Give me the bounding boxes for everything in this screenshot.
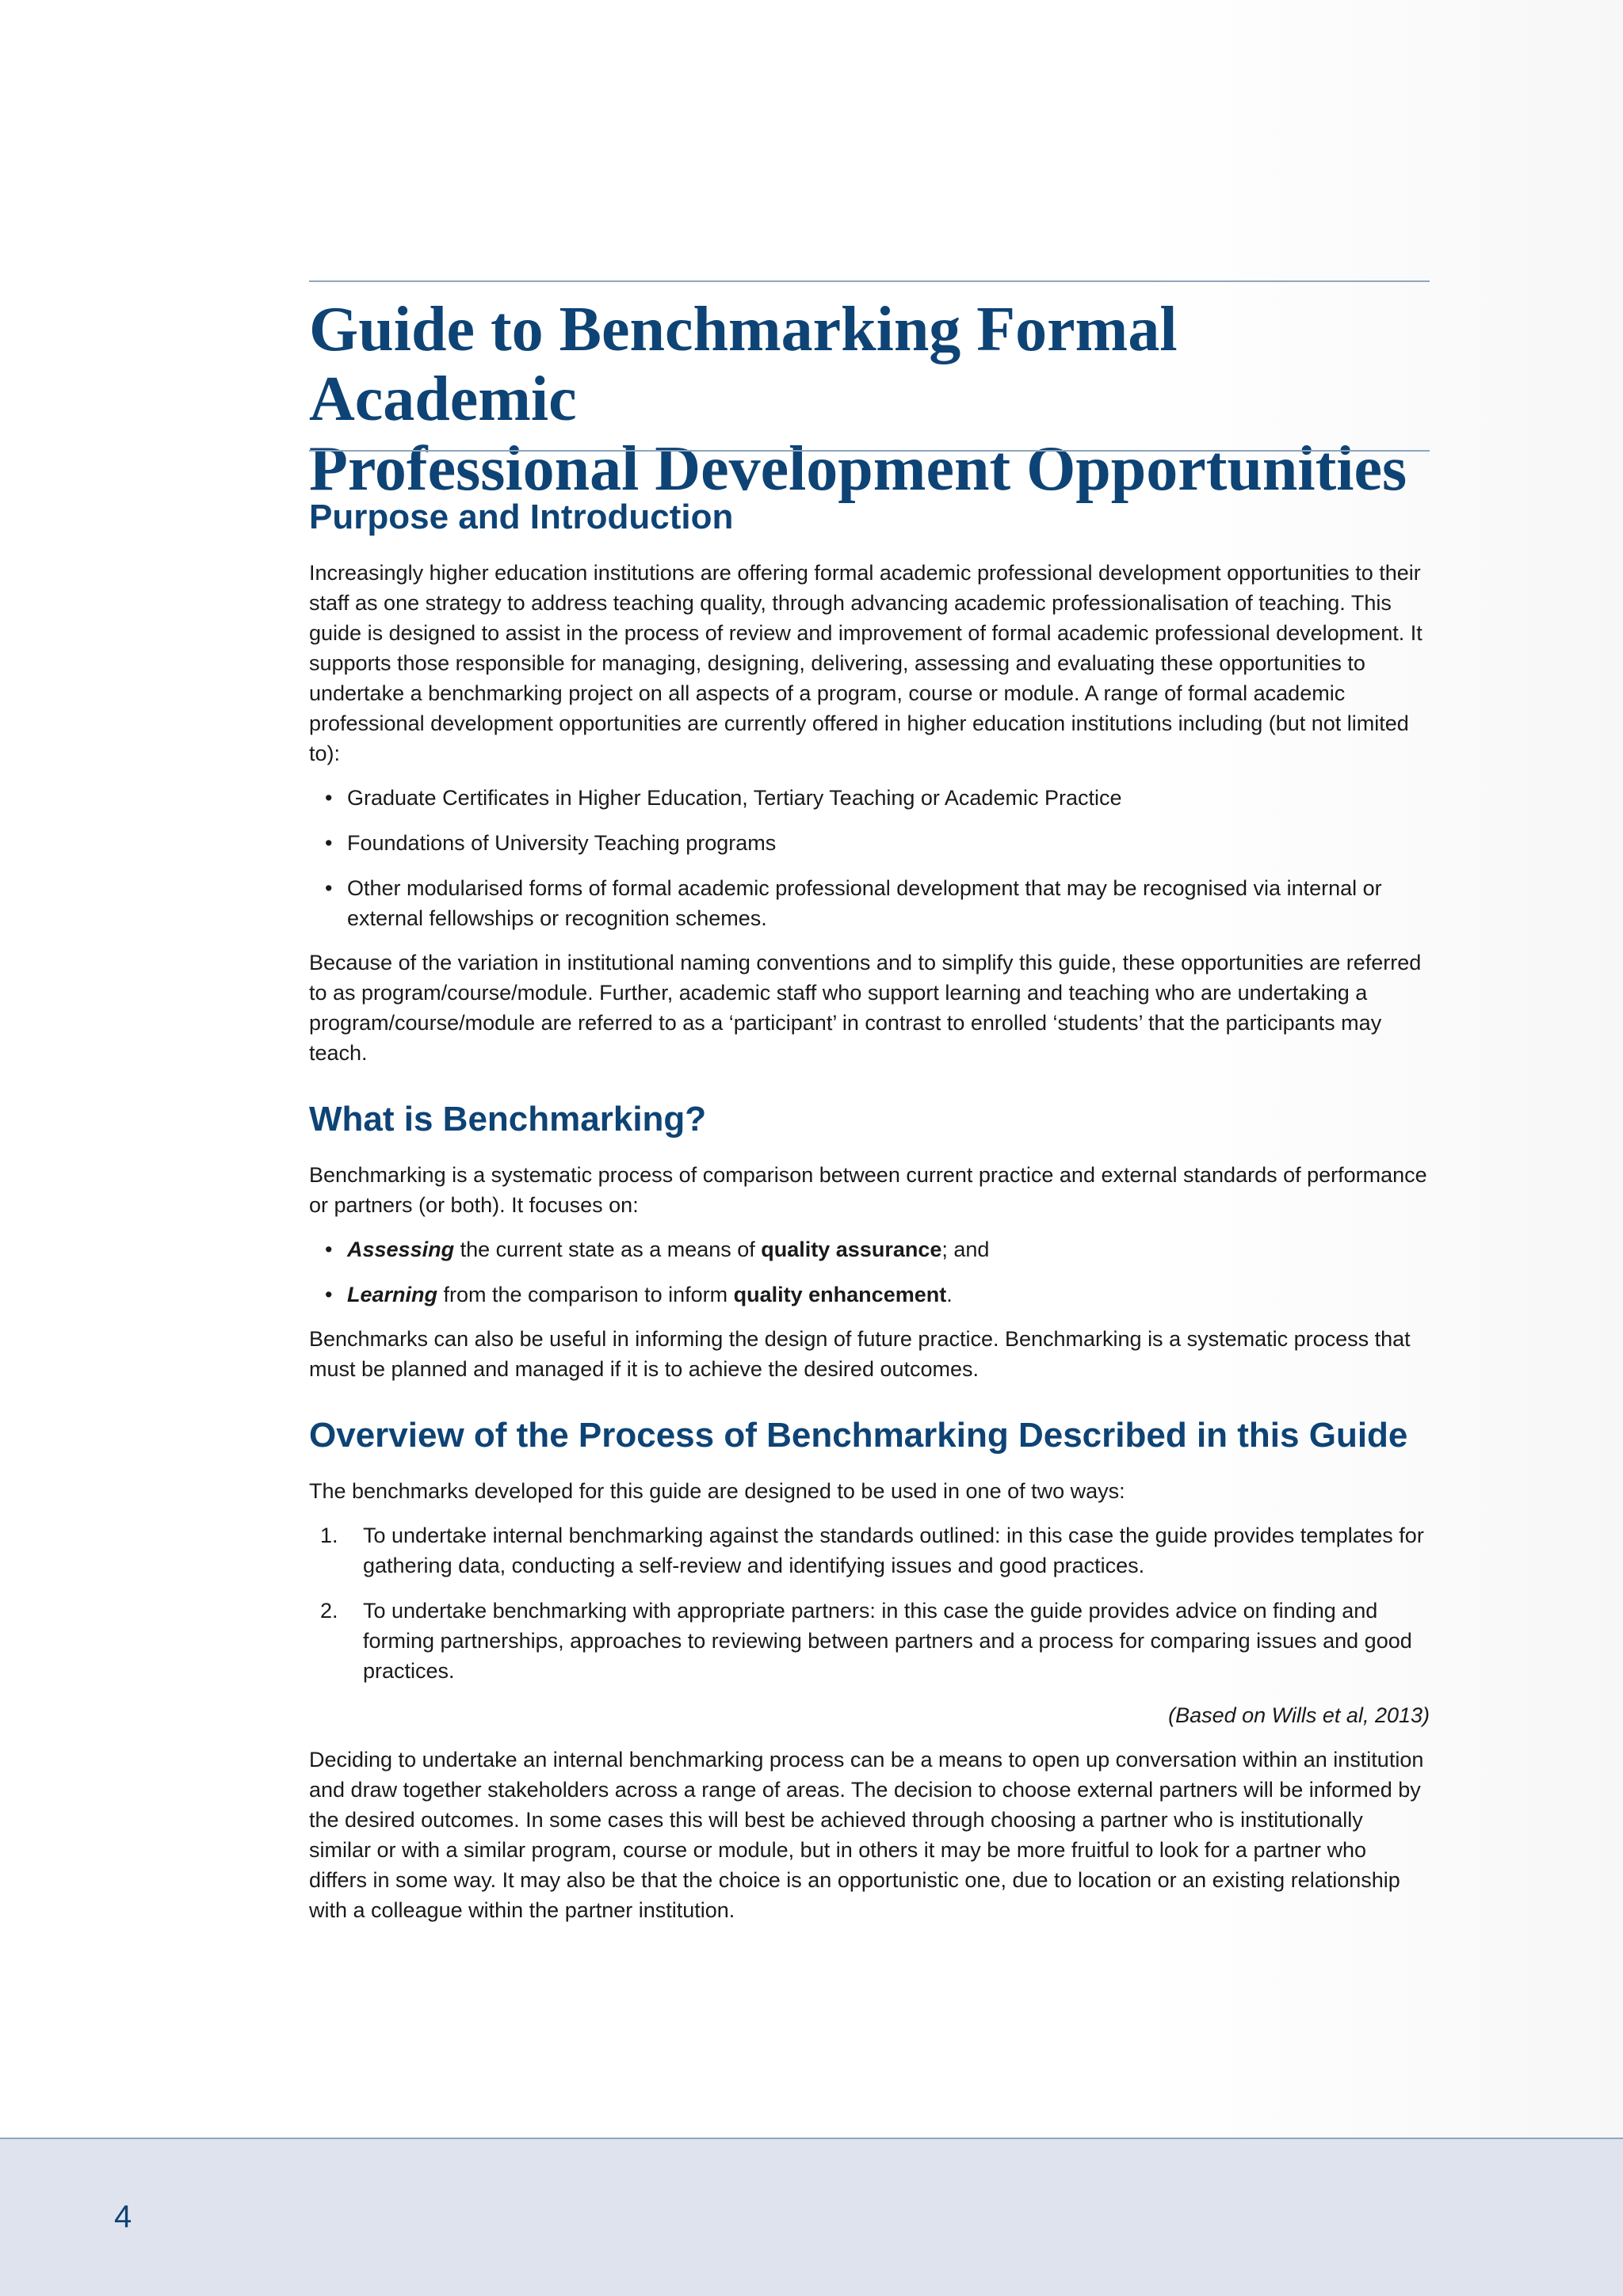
list-item: 2. To undertake benchmarking with appropriate partners: in this case the guide provides advice on finding and forming partnerships, approaches to reviewing between partners and a process for comparing issues and good practices. [320, 1599, 1412, 1683]
citation: (Based on Wills et al, 2013) [1168, 1703, 1430, 1727]
what-is-bullet-list [309, 1234, 1430, 1310]
bullet-icon: • [325, 876, 333, 900]
document-body [309, 491, 1430, 1925]
title-bottom-rule [309, 450, 1430, 452]
purpose-paragraph-2: Because of the variation in institutional naming conventions and to simplify this guide, these opportunities are referred to as program/course/module. Further, academic staff who support learning and teaching who are undertaking a program/course/module are referred to as a ‘participant’ in contrast to enrolled ‘students’ that the participants may teach. [309, 951, 1422, 1065]
bullet-icon: • [325, 1238, 333, 1261]
overview-paragraph-1: The benchmarks developed for this guide are designed to be used in one of two ways: [309, 1479, 1125, 1503]
section-purpose [309, 491, 1430, 1068]
section-heading-what-is: What is Benchmarking? [309, 1100, 707, 1138]
purpose-bullet-list [309, 783, 1430, 933]
bullet-icon: • [325, 1283, 333, 1306]
section-overview [309, 1409, 1430, 1925]
page-number: 4 [114, 2199, 132, 2234]
list-item: • Assessing the current state as a means of quality assurance; and [309, 1234, 1430, 1264]
overview-numbered-list [309, 1520, 1430, 1686]
list-item: • Foundations of University Teaching programs [309, 828, 1430, 858]
document-title-line-1: Guide to Benchmarking Formal Academic [309, 295, 1178, 434]
list-item: 1. To undertake internal benchmarking against the standards outlined: in this case the guide provides templates for gathering data, conducting a self-review and identifying issues and good practices. [320, 1524, 1424, 1577]
page-footer [0, 2138, 1623, 2296]
what-is-paragraph-1: Benchmarking is a systematic process of comparison between current practice and external standards of performance or partners (or both). It focuses on: [309, 1163, 1427, 1217]
section-heading-overview: Overview of the Process of Benchmarking Described in this Guide [309, 1416, 1408, 1455]
section-heading-purpose: Purpose and Introduction [309, 498, 734, 536]
title-top-rule [309, 280, 1430, 282]
purpose-paragraph-1: Increasingly higher education institutions are offering formal academic professional development opportunities to their staff as one strategy to address teaching quality, through advancing academic professionalisation of teaching. This guide is designed to assist in the process of review and improvement of formal academic professional development. It supports those responsible for managing, designing, delivering, assessing and evaluating these opportunities to undertake a benchmarking project on all aspects of a program, course or module. A range of formal academic professional development opportunities are currently offered in higher education institutions including (but not limited to): [309, 561, 1423, 765]
section-what-is-benchmarking [309, 1093, 1430, 1384]
list-item: • Other modularised forms of formal academic professional development that may be recognised via internal or external fellowships or recognition schemes. [309, 873, 1430, 933]
overview-paragraph-2: Deciding to undertake an internal benchmarking process can be a means to open up conversation within an institution and draw together stakeholders across a range of areas. The decision to choose external partners will be informed by the desired outcomes. In some cases this will best be achieved through choosing a partner who is institutionally similar or with a similar program, course or module, but in others it may be more fruitful to look for a partner who differs in some way. It may also be that the choice is an opportunistic one, due to location or an existing relationship with a colleague within the partner institution. [309, 1748, 1424, 1922]
document-title [309, 295, 1430, 504]
document-title-line-2: Professional Development Opportunities [309, 434, 1407, 504]
list-item: • Graduate Certificates in Higher Education, Tertiary Teaching or Academic Practice [309, 783, 1430, 813]
list-item: • Learning from the comparison to inform quality enhancement. [309, 1280, 1430, 1310]
bullet-icon: • [325, 831, 333, 855]
what-is-paragraph-2: Benchmarks can also be useful in informing the design of future practice. Benchmarking is a systematic process that must be planned and managed if it is to achieve the desired outcomes. [309, 1327, 1411, 1381]
bullet-icon: • [325, 786, 333, 810]
